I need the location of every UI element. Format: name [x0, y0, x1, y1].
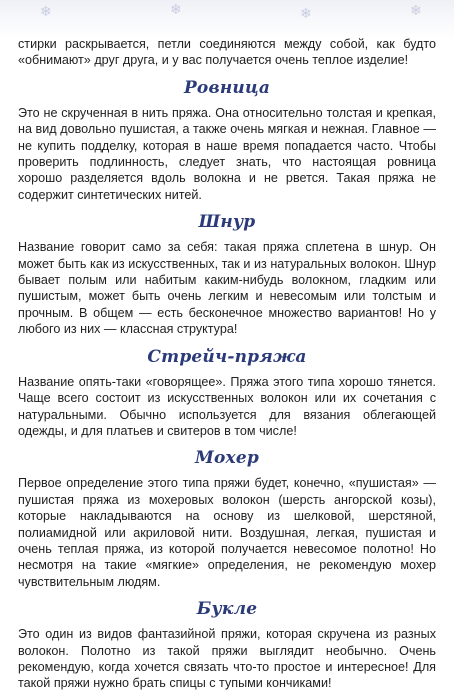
- snowflake-icon: ❄: [40, 3, 52, 19]
- section-shnur: [18, 211, 436, 337]
- section-stretch: [18, 346, 436, 440]
- section-rovnitsa: [18, 77, 436, 203]
- section-paragraph: Это один из видов фантазийной пряжи, которая скручена из разных волокон. Полотно из такой пряжи выглядит необычно. Очень рекомендую, когда хочется связать что-то простое и интересное! Для такой пряжи нужно брать спицы с тупыми кончиками!: [18, 627, 436, 691]
- section-title: Стрейч-пряжа: [147, 346, 307, 367]
- section-bukle: [18, 598, 436, 692]
- section-title: Мохер: [195, 448, 259, 469]
- snowflake-icon: ❄: [410, 2, 422, 18]
- section-title: Шнур: [198, 212, 256, 233]
- section-mokher: [18, 447, 436, 590]
- section-paragraph: Это не скрученная в нить пряжа. Она относительно толстая и крепкая, на вид довольно пушистая, а также очень мягкая и нежная. Главное — не купить подделку, которая в наше время попадается часто. Чтобы проверить подлинность, следует знать, что настоящая ровница хорошо разделяется вдоль волокна и не рвется. Такая пряжа не содержит синтетических нитей.: [18, 105, 436, 202]
- section-title: Букле: [196, 599, 258, 620]
- snowflake-icon: ❄: [300, 5, 312, 21]
- section-paragraph: Первое определение этого типа пряжи будет, конечно, «пушистая» — пушистая пряжа из мохеровых волокон (шерсть ангорской козы), которые накладываются на основу из шелковой, шерстяной, полиамидной или акриловой нити. Воздушная, легкая, пушистая и очень теплая пряжа, из которой получается невесомое полотно! Но несмотря на такие «мягкие» определения, не рекомендую мохер чувствительным людям.: [18, 476, 436, 589]
- snowflake-icon: ❄: [170, 1, 182, 17]
- section-paragraph: Название говорит само за себя: такая пряжа сплетена в шнур. Он может быть как из искусственных, так и из натуральных волокон. Шнур бывает полым или набитым каким-нибудь волокном, гладким или пушистым, может быть очень легким и невесомым или толстым и прочным. В общем — есть бесконечное множество вариантов! Но у любого из них — классная структура!: [18, 240, 436, 337]
- section-paragraph: Название опять-таки «говорящее». Пряжа этого типа хорошо тянется. Чаще всего состоит из искусственных волокон или их сочетания с натуральными. Обычно используется для вязания облегающей одежды, и для платьев и свитеров в том числе!: [18, 374, 436, 438]
- section-title: Ровница: [183, 77, 271, 98]
- intro-paragraph: стирки раскрывается, петли соединяются между собой, как будто «обнимают» друг друга, и у вас получается очень теплое изделие!: [18, 37, 436, 68]
